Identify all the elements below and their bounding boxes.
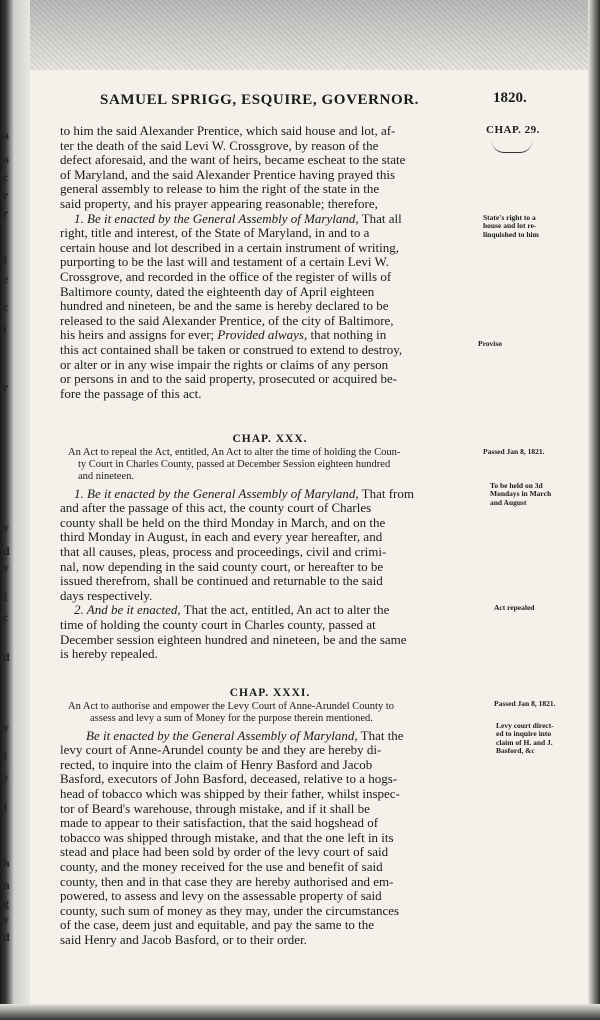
scan-bottom-edge xyxy=(0,1004,600,1020)
text-line: hundred and nineteen, be and the same is hereby declared to be xyxy=(60,298,389,314)
text-line: powered, to assess and levy on the assessable property of said xyxy=(60,888,382,904)
margin-note-court-days xyxy=(490,482,562,507)
note-line: To be held on 3d xyxy=(490,481,543,490)
text-line: or alter or in any wise impair the rights or claims of any person xyxy=(60,356,389,372)
margin-note-levy-court xyxy=(496,722,568,756)
margin-fragment: c xyxy=(3,610,9,624)
text-line: December session eighteen hundred and nineteen, be and the same xyxy=(60,631,407,647)
chapter-30-title-line: ty Court in Charles County, passed at December Session eighteen hundred xyxy=(78,458,391,470)
margin-fragment: c xyxy=(3,170,9,184)
text-line: of the case, deem just and equitable, and pay the same to the xyxy=(60,917,375,933)
note-line: Levy court direct- xyxy=(496,721,554,730)
margin-fragment: y xyxy=(3,520,9,534)
enacting-clause: 1. Be it enacted by the General Assembly of Maryland, xyxy=(74,485,359,501)
text-line: county, then and in that case they are hereby authorised and em- xyxy=(60,873,394,889)
margin-fragment: d xyxy=(3,544,10,558)
margin-fragment: t xyxy=(3,322,7,336)
text-line: said property, and his prayer appearing reasonable; therefore, xyxy=(60,195,378,211)
text-line: general assembly to release to him the right of the state in the xyxy=(60,181,380,197)
note-line: claim of H. and J. xyxy=(496,737,553,747)
text-line: to him the said Alexander Prentice, which said house and lot, af- xyxy=(60,123,396,138)
margin-note-proviso: Proviso xyxy=(478,339,503,348)
text-line: certain house and lot described in a certain instrument of writing, xyxy=(60,239,399,255)
chapter-30-heading: CHAP. XXX. xyxy=(232,433,308,445)
margin-fragment: r xyxy=(3,380,9,394)
note-line: linquished to him xyxy=(483,229,539,239)
text-line: fore the passage of this act. xyxy=(60,385,202,401)
margin-fragment: a xyxy=(3,128,9,142)
scan-right-edge xyxy=(588,0,600,1020)
margin-fragment: n xyxy=(3,878,10,892)
text-line: ter the death of the said Levi W. Crossgrove, by reason of the xyxy=(60,137,379,153)
text-line: third Monday in August, in each and every year hereafter, and xyxy=(60,529,383,545)
passed-note-chapter-31: Passed Jan 8, 1821. xyxy=(494,699,556,708)
note-line: Basford, &c xyxy=(496,746,535,756)
text-line: made to appear to their satisfaction, that the said hogshead of xyxy=(60,815,379,831)
chapter-side-label: CHAP. 29. xyxy=(486,124,540,136)
note-line: and August xyxy=(490,497,527,507)
chapter-30-title-line: and nineteen. xyxy=(78,470,134,482)
note-line: house and lot re- xyxy=(483,221,537,231)
proviso-line xyxy=(60,328,480,343)
margin-fragment: y xyxy=(3,770,9,784)
text-line: said Henry and Jacob Basford, or to their order. xyxy=(60,931,307,947)
proviso-term: Provided always, xyxy=(217,327,308,343)
text-span: That from xyxy=(361,485,414,501)
text-span: That the act, entitled, An act to alter the xyxy=(183,602,390,618)
chapter-31 xyxy=(60,686,480,948)
note-line: State's right to a xyxy=(483,213,536,222)
text-line: released to the said Alexander Prentice, of the city of Baltimore, xyxy=(60,312,394,328)
text-line: that all causes, pleas, process and proceedings, civil and crimi- xyxy=(60,543,387,559)
chapter-29-text xyxy=(60,124,480,401)
margin-fragment: r xyxy=(3,188,9,202)
note-line: Mondays in March xyxy=(490,489,552,499)
margin-fragment: g xyxy=(3,896,9,910)
text-span: that nothing in xyxy=(310,327,387,343)
margin-fragment: I xyxy=(3,590,8,604)
margin-fragment: I xyxy=(3,800,8,814)
chapter-30 xyxy=(60,432,480,662)
text-line: Baltimore county, dated the eighteenth day of April eighteen xyxy=(60,283,375,299)
margin-fragment: e xyxy=(3,272,9,286)
text-line: Crossgrove, and recorded in the office of the register of wills of xyxy=(60,268,392,284)
margin-fragment: h xyxy=(3,856,10,870)
text-line: purporting to be the last will and testament of a certain Levi W. xyxy=(60,254,389,270)
chapter-30-title-line: An Act to repeal the Act, entitled, An Act to alter the time of holding the Coun- xyxy=(68,446,401,458)
text-span: That all xyxy=(361,210,402,226)
chapter-31-title-line: assess and levy a sum of Money for the purpose therein mentioned. xyxy=(90,712,373,724)
margin-fragment: y xyxy=(3,720,9,734)
margin-fragment: t xyxy=(3,748,7,762)
text-line: or persons in and to the said property, prosecuted or acquired be- xyxy=(60,371,398,387)
text-span: his heirs and assigns for ever; xyxy=(60,327,215,343)
margin-fragment: o xyxy=(3,152,9,166)
note-line: ed to inquire into xyxy=(496,729,552,739)
text-line: Basford, executors of John Basford, deceased, relative to a hogs- xyxy=(60,771,398,787)
margin-fragment: d xyxy=(3,650,10,664)
enacting-clause-line xyxy=(60,729,480,744)
text-line: and after the passage of this act, the county court of Charles xyxy=(60,500,372,516)
text-line: county shall be held on the third Monday in March, and on the xyxy=(60,514,386,530)
enacting-clause: 1. Be it enacted by the General Assembly of Maryland, xyxy=(74,210,359,226)
text-line: county, such sum of money as they may, under the circumstances xyxy=(60,902,400,918)
text-line: issued therefrom, shall be continued and returnable to the said xyxy=(60,573,383,589)
margin-note-act-repealed: Act repealed xyxy=(494,603,535,612)
margin-fragment: y xyxy=(3,912,9,926)
chapter-31-heading: CHAP. XXXI. xyxy=(229,687,311,699)
enacting-clause: Be it enacted by the General Assembly of Maryland, xyxy=(86,727,358,743)
margin-fragment: r xyxy=(3,206,9,220)
enacting-clause: 2. And be it enacted, xyxy=(74,602,181,618)
text-line: of Maryland, and the said Alexander Prentice having prayed this xyxy=(60,166,396,182)
chapter-31-title-line: An Act to authorise and empower the Levy Court of Anne-Arundel County to xyxy=(68,700,395,712)
text-line: right, title and interest, of the State of Maryland, in and to a xyxy=(60,225,370,241)
enacting-clause-line xyxy=(60,603,480,618)
brace-mark xyxy=(492,140,532,153)
margin-fragment: t xyxy=(3,252,7,266)
text-line: rected, to inquire into the claim of Henry Basford and Jacob xyxy=(60,756,373,772)
page-year: 1820. xyxy=(493,90,527,106)
margin-fragment: c xyxy=(3,300,9,314)
text-line: days respectively. xyxy=(60,587,153,603)
margin-note-state-right xyxy=(483,214,555,239)
text-line: tobacco was shipped through mistake, and that the one left in its xyxy=(60,829,394,845)
text-line: county, and the money received for the use and benefit of said xyxy=(60,858,383,874)
scan-top-edge xyxy=(0,0,600,70)
margin-fragment: y xyxy=(3,560,9,574)
text-line: levy court of Anne-Arundel county be and they are hereby di- xyxy=(60,742,382,758)
margin-fragment: d xyxy=(3,930,10,944)
text-line: defect aforesaid, and the want of heirs, became escheat to the state xyxy=(60,152,406,168)
passed-note-chapter-30: Passed Jan 8, 1821. xyxy=(483,447,545,456)
text-line: time of holding the county court in Charles county, passed at xyxy=(60,616,376,632)
text-line: stead and place had been sold by order of the levy court of said xyxy=(60,844,389,860)
text-line: nal, now depending in the said county court, or hereafter to be xyxy=(60,558,384,574)
running-head: SAMUEL SPRIGG, ESQUIRE, GOVERNOR. xyxy=(100,92,420,108)
enacting-clause-line xyxy=(60,487,480,502)
text-line: tor of Beard's warehouse, through mistake, and if it shall be xyxy=(60,800,370,816)
text-line: this act contained shall be taken or construed to extend to destroy, xyxy=(60,341,403,357)
enacting-clause-line xyxy=(60,212,480,227)
text-line: is hereby repealed. xyxy=(60,646,158,662)
text-span: That the xyxy=(360,727,404,743)
text-line: head of tobacco which was shipped by their father, whilst inspec- xyxy=(60,785,400,801)
